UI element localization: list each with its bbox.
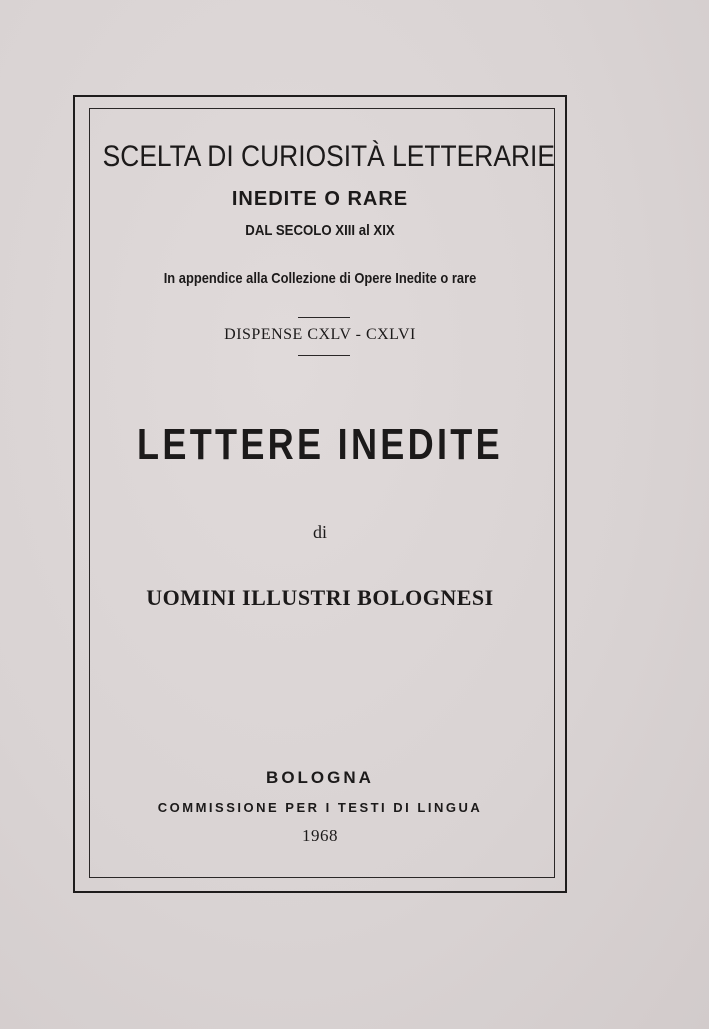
series-period: DAL SECOLO XIII al XIX: [245, 222, 395, 239]
imprint-publisher: COMMISSIONE PER I TESTI DI LINGUA: [157, 800, 483, 815]
imprint-year: 1968: [302, 826, 338, 845]
divider-rule-bottom: [298, 355, 350, 356]
title-connector: di: [312, 522, 327, 542]
dispense-number: DISPENSE CXLV - CXLVI: [224, 326, 416, 343]
series-title: SCELTA DI CURIOSITÀ LETTERARIE: [102, 140, 555, 173]
book-title: LETTERE INEDITE: [137, 420, 503, 469]
series-appendix-note: In appendice alla Collezione di Opere Inedite o rare: [163, 270, 477, 287]
divider-rule-top: [298, 317, 350, 318]
book-authors: UOMINI ILLUSTRI BOLOGNESI: [146, 585, 494, 610]
series-subtitle: INEDITE O RARE: [231, 188, 409, 210]
imprint-city: BOLOGNA: [266, 768, 374, 787]
